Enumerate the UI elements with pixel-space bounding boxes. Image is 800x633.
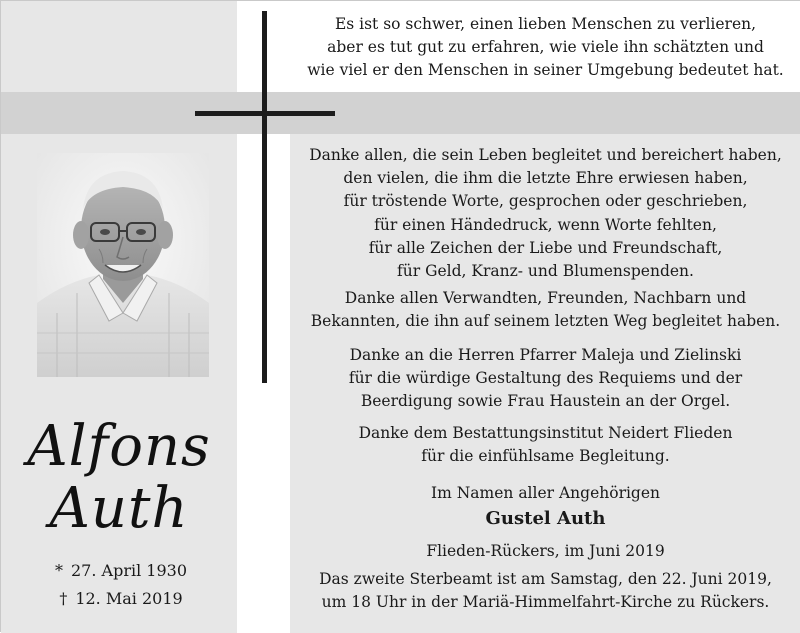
service-line: Das zweite Sterbeamt ist am Samstag, den 22. Juni 2019, (319, 570, 772, 588)
thanks-paragraph-4 (290, 422, 800, 468)
thanks-line: Danke an die Herren Pfarrer Maleja und Zielinski (349, 346, 742, 364)
signature-intro (290, 482, 800, 505)
birth-date: 27. April 1930 (70, 561, 187, 580)
intro-line: aber es tut gut zu erfahren, wie viele ihn schätzten und (327, 38, 764, 57)
thanks-line: für alle Zeichen der Liebe und Freundschaft, (368, 238, 723, 257)
place-date-text: Flieden-Rückers, im Juni 2019 (426, 542, 665, 560)
signer-name: Gustel Auth (485, 508, 606, 529)
place-date (290, 540, 800, 563)
thanks-line: Beerdigung sowie Frau Haustein an der Orgel. (360, 392, 731, 411)
thanks-line: für tröstende Worte, gesprochen oder geschrieben, (343, 192, 748, 211)
portrait-image (37, 153, 209, 377)
intro-line: Es ist so schwer, einen lieben Menschen zu verlieren, (334, 15, 757, 33)
intro-line: wie viel er den Menschen in seiner Umgebung bedeutet hat. (307, 61, 784, 80)
thanks-line: für Geld, Kranz- und Blumenspenden. (397, 262, 694, 281)
birth-symbol: * (54, 561, 63, 580)
thanks-line: Danke allen Verwandten, Freunden, Nachbarn und (344, 289, 747, 307)
death-date: 12. Mai 2019 (75, 589, 183, 608)
thanks-line: den vielen, die ihm die letzte Ehre erwiesen haben, (343, 169, 748, 188)
cross-bar (195, 111, 335, 116)
service-info (290, 568, 800, 614)
signature-intro-text: Im Namen aller Angehörigen (430, 484, 661, 502)
service-line: um 18 Uhr in der Mariä-Himmelfahrt-Kirche zu Rückers. (321, 593, 770, 612)
thanks-paragraph-2 (290, 287, 800, 333)
thanks-paragraph-1 (290, 144, 800, 283)
thanks-line: für die einfühlsame Begleitung. (421, 447, 670, 466)
life-dates (1, 557, 237, 613)
death-row (1, 585, 237, 613)
portrait-photo (37, 153, 209, 377)
thanks-line: für die würdige Gestaltung des Requiems und der (348, 369, 743, 388)
thanks-line: Danke allen, die sein Leben begleitet und bereichert haben, (309, 146, 782, 164)
thanks-line: Danke dem Bestattungsinstitut Neidert Flieden (358, 424, 733, 442)
death-symbol: † (59, 589, 68, 608)
deceased-last-name: Auth (49, 476, 189, 541)
deceased-first-name: Alfons (27, 414, 211, 479)
thanks-line: Bekannten, die ihn auf seinem letzten Weg begleitet haben. (310, 312, 781, 331)
thanks-paragraph-3 (290, 344, 800, 414)
grey-band (1, 92, 800, 134)
thanks-line: für einen Händedruck, wenn Worte fehlten, (374, 215, 717, 234)
birth-row (1, 557, 237, 585)
cross-icon (262, 11, 267, 383)
intro-text (290, 13, 800, 83)
